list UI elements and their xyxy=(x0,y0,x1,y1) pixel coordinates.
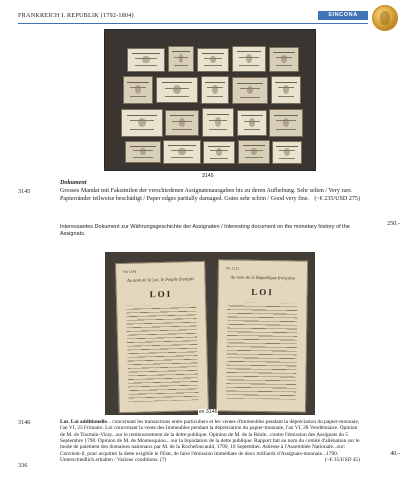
loi-document-right xyxy=(216,259,308,412)
assignat-note xyxy=(127,48,165,72)
assignat-note xyxy=(232,77,268,104)
brand-logo: SINCONA xyxy=(318,11,368,20)
lot-3145-heading: Dokument xyxy=(60,180,87,186)
lot-3145-photo xyxy=(105,30,315,170)
assignat-note xyxy=(165,110,199,136)
lot-number: 3146 xyxy=(18,419,31,426)
document-number: No 1122 xyxy=(225,266,240,271)
lot-3146-photo xyxy=(105,252,315,415)
lot-price: 40.- xyxy=(390,450,400,457)
photo-caption: ex 3146 xyxy=(199,409,218,415)
document-number: No 1194 xyxy=(123,269,137,274)
loi-document-left xyxy=(115,261,209,413)
document-text-lines xyxy=(226,303,298,400)
lot-3146-description: Lot. Loi additionelle... concernant les transactions entre particuliers et les ventes d'immeubles pendant la dépréciation du papier-monnaie, l'an VI, 23 Frimaire. Loi concernant la vente des Immeubles pendant la dépréciation du papier-monnaie, l'an VI, 28 Vendémiaire. Opinion de M. de Tourtain-Viray...sur le remboursement de la dette publique. Opinion de M. de la Réole...contre l'émission des Assignats du 5 Septembre 1790. Opinion de M. de Montesquiou... sur la liquidation de la dette publique. Rapport fait au nom du comité d'aliénation sur le mode de paiement des domaines nationaux par M. de la Rochefoucauld, 1790, 10 September. Adresse à l'Assemblée Nationale...sur: Convient-il, pour acquitter la dette exigible le l'Etat, de faire l'émission immédiate de deux milliards d'Assignats-monnaie...1790. Unterschiedlich erhalten / Various conditions. (7) (~€ 35/USD 45) xyxy=(60,419,360,464)
page-number: 336 xyxy=(18,462,28,469)
assignat-note xyxy=(197,48,229,72)
assignat-note xyxy=(203,141,235,164)
assignat-note xyxy=(202,108,234,137)
document-text-lines xyxy=(126,304,199,402)
assignat-note xyxy=(232,46,266,72)
header-divider xyxy=(18,23,368,24)
lot-number: 3145 xyxy=(18,188,31,195)
assignat-note xyxy=(121,109,163,137)
assignat-note xyxy=(125,141,161,163)
document-heading: Au nom de la République française xyxy=(230,274,296,281)
document-heading: Au nom de la Loi, le Peuple français xyxy=(126,276,195,283)
assignat-note xyxy=(123,76,153,104)
gold-coin-icon xyxy=(372,5,398,31)
photo-caption: 3145 xyxy=(202,173,214,179)
page-header-title: FRANKREICH I. REPUBLIK (1792-1804) xyxy=(18,12,134,19)
assignat-note xyxy=(237,110,267,136)
assignat-note xyxy=(272,141,302,164)
assignat-note xyxy=(269,47,299,72)
document-title: LOI xyxy=(251,286,274,298)
assignat-note xyxy=(271,76,301,104)
assignat-note xyxy=(168,46,194,72)
assignat-note xyxy=(156,77,198,103)
lot-3145-note: Interessantes Dokument zur Währungsgeschichte der Assignaten / Interesting document on the monetary history of the Assignats. xyxy=(60,224,350,237)
assignat-note xyxy=(238,140,270,164)
lot-price: 250.- xyxy=(387,220,400,227)
lot-3145-description: Grosses Mandat mit Faksimilen der verschiedenen Assignatenausgaben bis zu deren Aufhebung. Sehr selten / Very rare. Papierränder teilweise beschädigt / Paper edges partially damaged. Gutes sehr schön / Good very fine. (~€ 235/USD 275) xyxy=(60,188,360,202)
assignat-note xyxy=(269,109,303,137)
document-title: LOI xyxy=(149,288,173,300)
assignat-note xyxy=(201,76,229,104)
assignat-note xyxy=(163,140,201,164)
